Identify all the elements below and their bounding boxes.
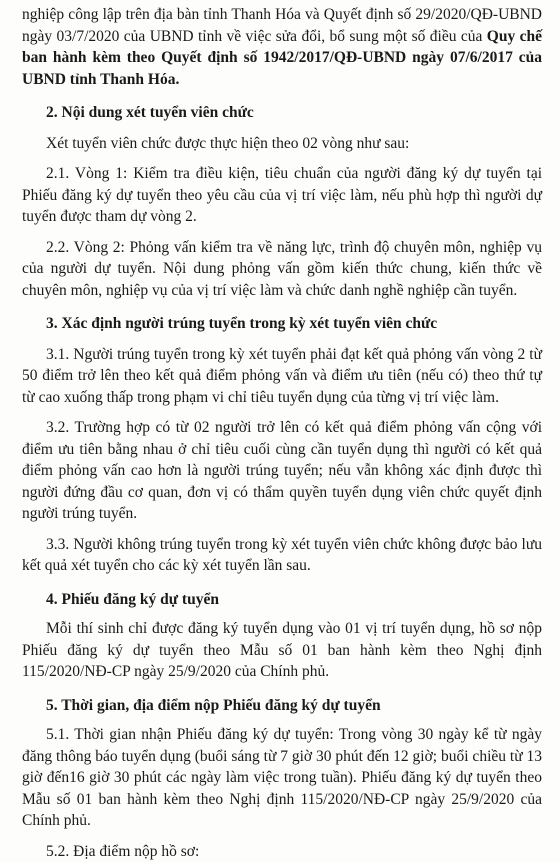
intro-text: nghiệp công lập trên địa bàn tỉnh Thanh Hóa và Quyết định số 29/2020/QĐ-UBND ngày 03/7/2020 của UBND tỉnh về việc sửa đổi, bổ sung một số điều của: [22, 6, 542, 45]
section-5-2-paragraph: 5.2. Địa điểm nộp hồ sơ:: [22, 841, 542, 862]
section-2-paragraph: Xét tuyển viên chức được thực hiện theo 02 vòng như sau:: [22, 133, 542, 155]
section-4-heading: 4. Phiếu đăng ký dự tuyển: [22, 589, 542, 611]
section-3-2-paragraph: 3.2. Trường hợp có từ 02 người trở lên có kết quả điểm phỏng vấn cộng với điểm ưu tiên bằng nhau ở chỉ tiêu cuối cùng cần tuyển dụng thì người có kết quả điểm phỏng vấn cao hơn là người trúng tuyển; nếu vẫn không xác định được thì người đứng đầu cơ quan, đơn vị có thẩm quyền tuyển dụng viên chức quyết định người trúng tuyển.: [22, 417, 542, 525]
section-5-1-paragraph: 5.1. Thời gian nhận Phiếu đăng ký dự tuyển: Trong vòng 30 ngày kể từ ngày đăng thông báo tuyển dụng (buổi sáng từ 7 giờ 30 phút đến 12 giờ; buổi chiều từ 13 giờ đến16 giờ 30 phút các ngày làm việc trong tuần). Phiếu đăng ký dự tuyển theo Mẫu số 01 ban hành kèm theo Nghị định 115/2020/NĐ-CP ngày 25/9/2020 của Chính phủ.: [22, 724, 542, 832]
section-2-1-paragraph: 2.1. Vòng 1: Kiểm tra điều kiện, tiêu chuẩn của người đăng ký dự tuyển tại Phiếu đăng ký dự tuyển theo yêu cầu của vị trí việc làm, nếu phù hợp thì người dự tuyển được tham dự vòng 2.: [22, 163, 542, 228]
section-3-1-paragraph: 3.1. Người trúng tuyển trong kỳ xét tuyển phải đạt kết quả phỏng vấn vòng 2 từ 50 điểm trở lên theo kết quả điểm phỏng vấn và điểm ưu tiên (nếu có) theo thứ tự từ cao xuống thấp trong phạm vi chỉ tiêu tuyển dụng của từng vị trí việc làm.: [22, 344, 542, 409]
section-4-paragraph: Mỗi thí sinh chỉ được đăng ký tuyển dụng vào 01 vị trí tuyển dụng, hồ sơ nộp Phiếu đăng ký dự tuyển theo Mẫu số 01 ban hành kèm theo Nghị định 115/2020/NĐ-CP ngày 25/9/2020 của Chính phủ.: [22, 618, 542, 683]
section-3-3-paragraph: 3.3. Người không trúng tuyển trong kỳ xét tuyển viên chức không được bảo lưu kết quả xét tuyển cho các kỳ xét tuyển lần sau.: [22, 534, 542, 577]
intro-text-bold: Quy chế ban hành kèm theo Quyết định số 1942/2017/QĐ-UBND ngày 07/6/2017 của UBND tỉnh Thanh Hóa.: [22, 28, 542, 88]
section-3-heading: 3. Xác định người trúng tuyển trong kỳ xét tuyển viên chức: [22, 313, 542, 335]
section-2-heading: 2. Nội dung xét tuyển viên chức: [22, 102, 542, 124]
section-5-heading: 5. Thời gian, địa điểm nộp Phiếu đăng ký dự tuyển: [22, 695, 542, 717]
intro-paragraph: [22, 4, 542, 90]
section-2-2-paragraph: 2.2. Vòng 2: Phỏng vấn kiểm tra về năng lực, trình độ chuyên môn, nghiệp vụ của người dự tuyển. Nội dung phỏng vấn gồm kiến thức chung, kiến thức về chuyên môn, nghiệp vụ của vị trí việc làm và chức danh nghề nghiệp cần tuyển.: [22, 237, 542, 302]
